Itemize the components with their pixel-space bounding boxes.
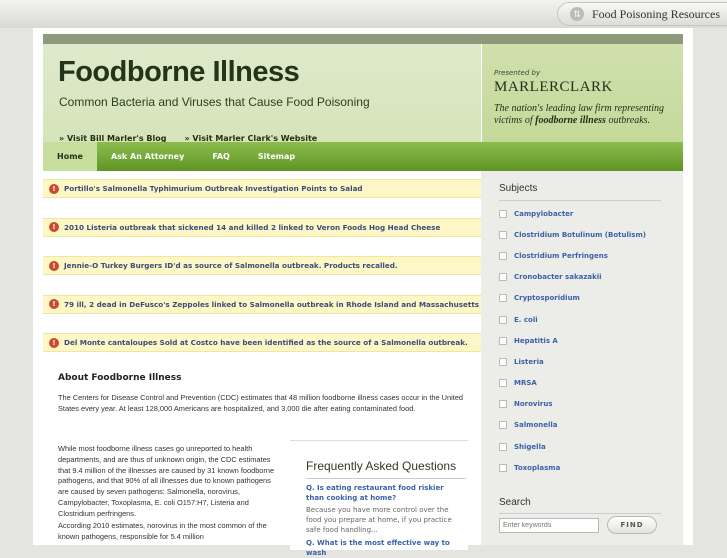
nav-sitemap[interactable]: Sitemap — [257, 152, 296, 161]
alert-text[interactable]: 2010 Listeria outbreak that sickened 14 and killed 2 linked to Veron Foods Hog Head Cheese — [64, 222, 441, 232]
subject-item[interactable] — [499, 245, 661, 266]
subject-label[interactable]: MRSA — [514, 379, 537, 388]
subject-item[interactable] — [499, 288, 661, 309]
alert-icon: ! — [49, 338, 59, 348]
alert-icon: ! — [49, 184, 59, 194]
tagline-part2: outbreaks. — [605, 115, 651, 126]
faq-box — [290, 440, 468, 557]
firm-tagline — [494, 103, 679, 127]
bill-marler-blog-link[interactable]: » Visit Bill Marler's Blog — [59, 133, 167, 143]
subject-label[interactable]: Hepatitis A — [514, 336, 558, 345]
about-heading: About Foodborne Illness — [58, 373, 182, 383]
main-nav — [43, 142, 683, 171]
alert-item[interactable] — [43, 333, 491, 352]
faq-divider — [306, 478, 466, 479]
subject-checkbox[interactable] — [499, 337, 507, 345]
subject-item[interactable] — [499, 351, 661, 372]
header-left — [43, 44, 481, 142]
page — [33, 28, 693, 557]
subject-label[interactable]: Cryptosporidium — [514, 294, 580, 303]
subject-label[interactable]: Clostridium Perfringens — [514, 251, 608, 260]
subject-checkbox[interactable] — [499, 231, 507, 239]
subject-item[interactable] — [499, 309, 661, 330]
subject-checkbox[interactable] — [499, 464, 507, 472]
alert-item[interactable] — [43, 256, 491, 275]
find-button[interactable]: FIND — [607, 516, 657, 534]
search-heading: Search — [499, 497, 531, 508]
alert-item[interactable] — [43, 179, 491, 198]
marler-clark-promo[interactable] — [481, 44, 683, 142]
subject-checkbox[interactable] — [499, 443, 507, 451]
tagline-bold: foodborne illness — [535, 115, 606, 126]
subject-checkbox[interactable] — [499, 379, 507, 387]
alert-icon: ! — [49, 261, 59, 271]
subject-checkbox[interactable] — [499, 273, 507, 281]
subject-item[interactable] — [499, 203, 661, 224]
about-paragraph-2: While most foodborne illness cases go unreported to health departments, and are thus of unknown origin, the CDC estimates that 9.4 million of the illnesses are caused by 31 known foodborne pathogens, and that 90% of all illnesses due to known pathogens are caused by seven pathogens: Salmonella, norovirus, Campylobacter, Toxoplasma, E. coli O157:H7, Listeria and Clostridium perfringens. — [58, 444, 275, 518]
marler-clark-website-link[interactable]: » Visit Marler Clark's Website — [184, 133, 318, 143]
alert-icon: ! — [49, 299, 59, 309]
tagline-part1: The nation's leading law firm representing victims of — [494, 103, 665, 126]
subject-item[interactable] — [499, 330, 661, 351]
subject-checkbox[interactable] — [499, 294, 507, 302]
top-bar — [0, 0, 727, 28]
subjects-list — [499, 203, 661, 478]
resources-tab-label: Food Poisoning Resources — [592, 6, 721, 21]
about-paragraph-3: According 2010 estimates, norovirus in the most common of the known pathogens, responsible for 5.4 million — [58, 521, 267, 541]
subject-item[interactable] — [499, 267, 661, 288]
subject-label[interactable]: Campylobacter — [514, 209, 574, 218]
nav-home[interactable]: Home — [43, 142, 97, 171]
subject-checkbox[interactable] — [499, 210, 507, 218]
alert-icon: ! — [49, 222, 59, 232]
alerts-list — [43, 179, 491, 372]
subject-item[interactable] — [499, 415, 661, 436]
nav-faq[interactable]: FAQ — [212, 152, 230, 161]
subject-checkbox[interactable] — [499, 316, 507, 324]
subjects-divider — [499, 200, 661, 201]
subject-label[interactable]: Toxoplasma — [514, 463, 561, 472]
subject-item[interactable] — [499, 373, 661, 394]
subject-checkbox[interactable] — [499, 358, 507, 366]
subject-checkbox[interactable] — [499, 400, 507, 408]
subject-item[interactable] — [499, 457, 661, 478]
alert-text[interactable]: Portillo's Salmonella Typhimurium Outbreak Investigation Points to Salad — [64, 184, 363, 193]
circle-arrows-icon: ⇅ — [570, 7, 584, 21]
presented-by-label: Presented by — [494, 69, 541, 77]
subject-label[interactable]: Norovirus — [514, 400, 553, 409]
subject-label[interactable]: Salmonella — [514, 421, 558, 430]
alert-text[interactable]: Jennie-O Turkey Burgers ID'd as source of Salmonella outbreak. Products recalled. — [64, 261, 398, 270]
site-subtitle: Common Bacteria and Viruses that Cause Food Poisoning — [59, 95, 370, 109]
subject-checkbox[interactable] — [499, 421, 507, 429]
search-input[interactable] — [499, 518, 599, 533]
faq-question-2[interactable]: Q. What is the most effective way to wash — [306, 539, 450, 557]
subject-label[interactable]: E. coli — [514, 315, 538, 324]
sidebar — [481, 171, 683, 545]
alert-item[interactable] — [43, 295, 491, 314]
alert-item[interactable] — [43, 218, 491, 237]
subject-label[interactable]: Cronobacter sakazakii — [514, 273, 602, 282]
search-divider — [499, 513, 661, 514]
subject-checkbox[interactable] — [499, 252, 507, 260]
subject-item[interactable] — [499, 436, 661, 457]
faq-answer-1: Because you have more control over the food you prepare at home, if you practice safe food handling... — [306, 506, 452, 534]
site-header — [43, 34, 683, 171]
faq-question-1[interactable]: Q. Is eating restaurant food riskier than cooking at home? — [306, 484, 444, 502]
subject-label[interactable]: Listeria — [514, 357, 544, 366]
subject-label[interactable]: Shigella — [514, 442, 546, 451]
site-title[interactable]: Foodborne Illness — [58, 56, 300, 88]
nav-ask-an-attorney[interactable]: Ask An Attorney — [110, 152, 185, 161]
alert-text[interactable]: 79 ill, 2 dead in DeFusco's Zeppoles linked to Salmonella outbreak in Rhode Island and Massachusetts — [64, 299, 480, 309]
header-stripe — [43, 34, 683, 44]
subject-label[interactable]: Clostridium Botulinum (Botulism) — [514, 230, 646, 239]
about-paragraph-1: The Centers for Disease Control and Prevention (CDC) estimates that 48 million foodborne illness cases occur in the United States every year. At least 128,000 Americans are hospitalized, and 3,000 die after eating contaminated food. — [58, 393, 464, 413]
alert-text[interactable]: Del Monte cantaloupes Sold at Costco have been identified as the source of a Salmonella outbreak. — [64, 338, 468, 347]
subjects-heading: Subjects — [499, 183, 538, 194]
marler-clark-logo: MARLERCLARK — [494, 79, 613, 95]
subject-item[interactable] — [499, 394, 661, 415]
subject-item[interactable] — [499, 224, 661, 245]
food-poisoning-resources-tab[interactable] — [557, 2, 727, 26]
faq-heading: Frequently Asked Questions — [306, 459, 457, 473]
